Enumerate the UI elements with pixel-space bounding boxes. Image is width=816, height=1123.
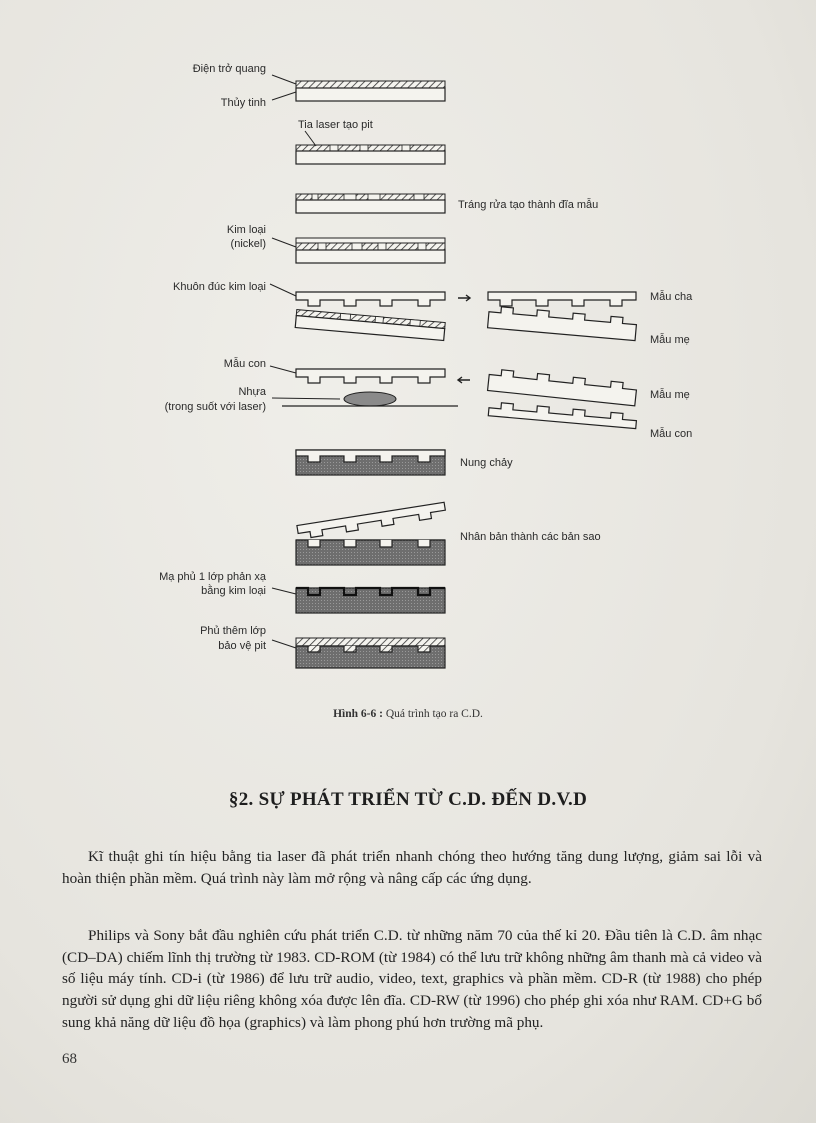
label-khuon-duc: Khuôn đúc kim loại [173,281,266,293]
caption-text: Quá trình tạo ra C.D. [385,708,483,720]
step-melting [296,450,513,475]
step-nickel-metal [227,224,445,263]
label-ma-phu-2: bằng kim loại [201,585,266,597]
label-phu-them-1: Phủ thêm lớp [200,625,266,637]
label-trang-rua: Tráng rửa tạo thành đĩa mẫu [458,199,599,211]
step-developed-master [296,194,598,213]
label-thuy-tinh: Thủy tinh [220,97,266,109]
label-tia-laser: Tia laser tạo pit [298,119,373,131]
paragraph-2: Philips và Sony bắt đầu nghiên cứu phát triển C.D. từ những năm 70 của thế kỉ 20. Đầu tiên là C.D. âm nhạc (CD–DA) chiếm lĩnh thị trường từ 1983. CD-ROM (từ 1984) có thể lưu trữ không những âm thanh mà cả video và số liệu máy tính. CD-i (từ 1986) để lưu trữ audio, video, text, graphics và phần mềm. CD-R (từ 1988) cho phép người sử dụng ghi dữ liệu riêng không xóa được lên đĩa. CD-RW (từ 1996) cho phép ghi xóa như RAM. CD+G bổ sung khả năng dữ liệu đồ họa (graphics) và làm phong phú hơn trường mã phụ. [62,927,762,1031]
step-reflective-layer [159,571,445,613]
label-dien-tro-quang: Điện trở quang [192,63,266,75]
step-son-plastic [165,357,693,440]
step-photoresist-glass [193,63,445,109]
step-laser-pits [296,119,445,164]
label-nhan-ban: Nhân bản thành các bản sao [460,531,601,543]
label-phu-them-2: bảo vệ pit [218,640,266,652]
label-nickel: (nickel) [230,238,266,250]
caption-label: Hình 6-6 : [333,708,383,720]
label-trong-suot: (trong suốt với laser) [164,401,266,413]
step-replication [296,502,601,565]
paragraph-1: Kĩ thuật ghi tín hiệu bằng tia laser đã phát triển nhanh chóng theo hướng tăng dung lượng, giảm sai lỗi và hoàn thiện phần mềm. Quá trình này làm mở rộng và nâng cấp các ứng dụng. [62,848,762,887]
page-number: 68 [62,1051,77,1067]
label-nung-chay: Nung chảy [460,457,513,469]
label-mau-con-left: Mẫu con [223,358,266,370]
label-mau-cha: Mẫu cha [650,291,693,303]
figure-caption [0,708,816,720]
label-mau-con-right: Mẫu con [650,428,693,440]
label-kim-loai: Kim loại [226,224,266,236]
step-metal-mold [173,281,693,346]
label-nhua: Nhựa [238,386,266,398]
label-mau-me-2: Mẫu mẹ [650,389,690,401]
section-heading: §2. SỰ PHÁT TRIỂN TỪ C.D. ĐẾN D.V.D [228,789,588,810]
label-ma-phu-1: Mạ phủ 1 lớp phản xạ [159,571,266,583]
step-protective-layer [200,625,445,668]
label-mau-me-1: Mẫu mẹ [650,334,690,346]
